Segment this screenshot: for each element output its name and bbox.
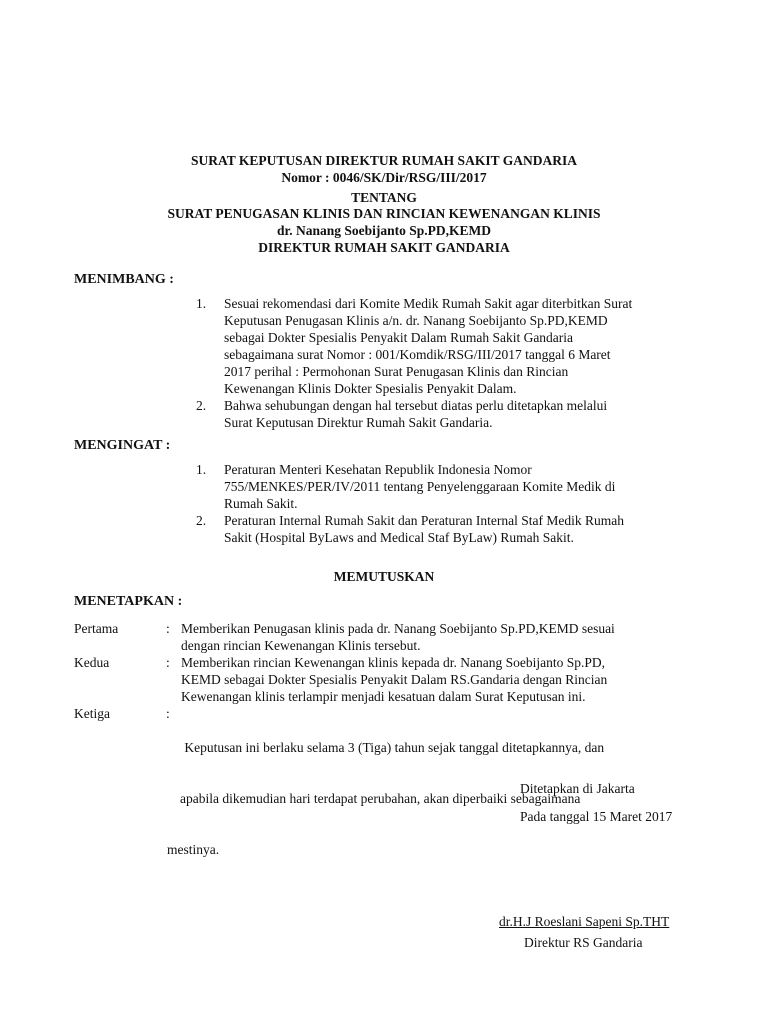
menimbang-item-number: 1. — [196, 296, 207, 311]
signer-title: Direktur RS Gandaria — [524, 935, 643, 950]
mengingat-item-number: 2. — [196, 513, 207, 528]
text-line: dengan rincian Kewenangan Klinis tersebut. — [181, 638, 421, 653]
text-line: Sakit (Hospital ByLaws and Medical Staf ByLaw) Rumah Sakit. — [224, 530, 574, 545]
text-line: apabila dikemudian hari terdapat perubahan, akan diperbaiki sebagaimana — [180, 791, 581, 806]
mengingat-item — [224, 512, 624, 546]
issuer-title: DIREKTUR RUMAH SAKIT GANDARIA — [258, 240, 510, 255]
text-line: mestinya. — [167, 842, 220, 857]
place-of-issue: Ditetapkan di Jakarta — [520, 781, 635, 796]
text-line: Kewenangan klinis terlampir menjadi kesatuan dalam Surat Keputusan ini. — [181, 689, 586, 704]
text-line: Peraturan Internal Rumah Sakit dan Peraturan Internal Staf Medik Rumah — [224, 513, 625, 528]
text-line: Kewenangan Klinis Dokter Spesialis Penyakit Dalam. — [224, 381, 517, 396]
decision-label-ketiga: Ketiga — [74, 706, 110, 721]
decision-text-kedua — [181, 654, 607, 705]
text-line: Keputusan ini berlaku selama 3 (Tiga) tahun sejak tanggal ditetapkannya, dan — [181, 740, 605, 755]
menimbang-item — [224, 397, 607, 431]
decision-colon: : — [166, 706, 170, 721]
text-line: KEMD sebagai Dokter Spesialis Penyakit Dalam RS.Gandaria dengan Rincian — [181, 672, 608, 687]
decision-label-pertama: Pertama — [74, 621, 119, 636]
text-line: Memberikan Penugasan klinis pada dr. Nanang Soebijanto Sp.PD,KEMD sesuai — [181, 621, 615, 636]
document-title: SURAT KEPUTUSAN DIREKTUR RUMAH SAKIT GANDARIA — [191, 153, 577, 168]
mengingat-heading: MENGINGAT : — [74, 438, 171, 453]
text-line: 2017 perihal : Permohonan Surat Penugasan Klinis dan Rincian — [224, 364, 569, 379]
text-line: Bahwa sehubungan dengan hal tersebut diatas perlu ditetapkan melalui — [224, 398, 608, 413]
decision-label-kedua: Kedua — [74, 655, 110, 670]
text-line: Sesuai rekomendasi dari Komite Medik Rumah Sakit agar diterbitkan Surat — [224, 296, 633, 311]
mengingat-item — [224, 461, 615, 512]
text-line: sebagaimana surat Nomor : 001/Komdik/RSG/III/2017 tanggal 6 Maret — [224, 347, 611, 362]
document-number: Nomor : 0046/SK/Dir/RSG/III/2017 — [281, 170, 487, 185]
date-of-issue: Pada tanggal 15 Maret 2017 — [520, 809, 673, 824]
menimbang-item-number: 2. — [196, 398, 207, 413]
text-line: 755/MENKES/PER/IV/2011 tentang Penyelenggaraan Komite Medik di — [224, 479, 616, 494]
menimbang-heading: MENIMBANG : — [74, 272, 174, 287]
doctor-name: dr. Nanang Soebijanto Sp.PD,KEMD — [276, 223, 492, 238]
menimbang-item — [224, 295, 632, 397]
decision-text-pertama — [181, 620, 615, 654]
signer-name: dr.H.J Roeslani Sapeni Sp.THT — [499, 914, 670, 929]
text-line: sebagai Dokter Spesialis Penyakit Dalam Rumah Sakit Gandaria — [224, 330, 574, 345]
menetapkan-heading: MENETAPKAN : — [74, 594, 183, 609]
text-line: Surat Keputusan Direktur Rumah Sakit Gandaria. — [224, 415, 493, 430]
text-line: Memberikan rincian Kewenangan klinis kepada dr. Nanang Soebijanto Sp.PD, — [181, 655, 606, 670]
decision-colon: : — [166, 621, 170, 636]
text-line: Rumah Sakit. — [224, 496, 298, 511]
mengingat-item-number: 1. — [196, 462, 207, 477]
text-line: Keputusan Penugasan Klinis a/n. dr. Nanang Soebijanto Sp.PD,KEMD — [224, 313, 608, 328]
document-subject: SURAT PENUGASAN KLINIS DAN RINCIAN KEWENANGAN KLINIS — [167, 206, 601, 221]
memutuskan-heading: MEMUTUSKAN — [333, 569, 435, 584]
text-line: Peraturan Menteri Kesehatan Republik Indonesia Nomor — [224, 462, 532, 477]
about-label: TENTANG — [351, 190, 417, 205]
decision-colon: : — [166, 655, 170, 670]
